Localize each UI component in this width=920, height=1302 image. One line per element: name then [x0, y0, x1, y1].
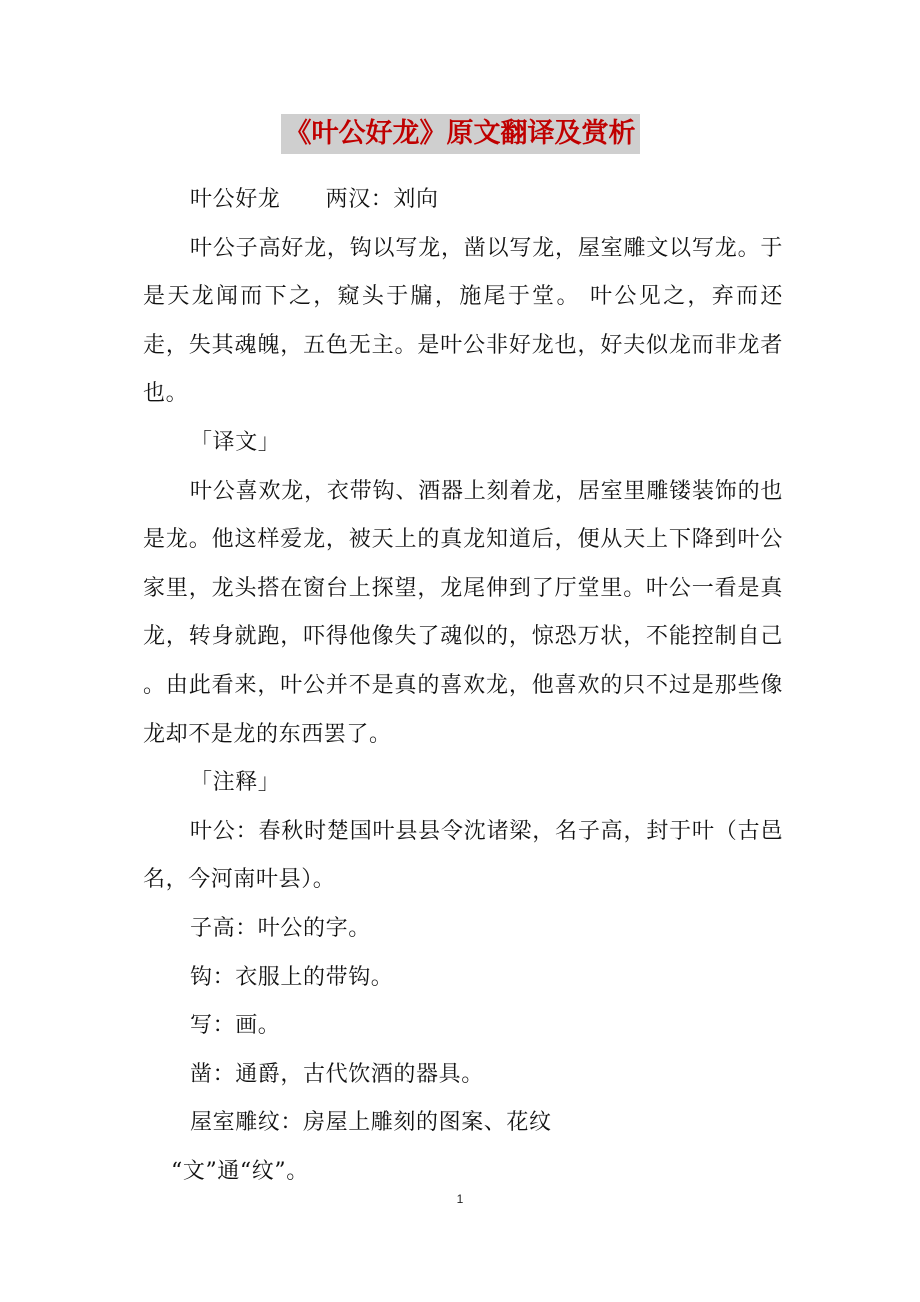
- paragraph-original-text: 叶公子高好龙，钩以写龙，凿以写龙，屋室雕文以写龙。于是天龙闻而下之，窥头于牖，施尾于堂。 叶公见之，弃而还走，失其魂魄，五色无主。是叶公非好龙也，好夫似龙而非龙者也。: [143, 235, 783, 407]
- note-zao: 凿：通爵，古代饮酒的器具。: [190, 1061, 484, 1087]
- note-gou: 钩：衣服上的带钩。: [190, 964, 394, 990]
- note-xie: 写：画。: [190, 1013, 281, 1039]
- paragraph-translation: 叶公喜欢龙，衣带钩、酒器上刻着龙，居室里雕镂装饰的也是龙。他这样爱龙，被天上的真龙知道后，便从天上下降到叶公家里，龙头搭在窗台上探望，龙尾伸到了厅堂里。叶公一看是真龙，转身就跑，吓得他像失了魂似的，惊恐万状，不能控制自己 。由此看来，叶公并不是真的喜欢龙，他喜欢的只不过是那些像龙却不是龙的东西罢了。: [143, 478, 783, 747]
- paragraph-source: 叶公好龙 两汉：刘向: [190, 187, 439, 212]
- page-number: 1: [456, 1192, 464, 1206]
- document-body: [143, 176, 783, 1196]
- note-wen-tong-wen: “文”通“纹”。: [171, 1158, 309, 1184]
- heading-translation: 「译文」: [190, 429, 281, 455]
- heading-notes: 「注释」: [190, 770, 281, 796]
- note-zi-gao: 子高：叶公的字。: [190, 915, 371, 941]
- note-ye-gong: 叶公：春秋时楚国叶县县令沈诸梁，名子高，封于叶（古邑名，今河南叶县）。: [143, 818, 783, 893]
- document-title: 《叶公好龙》原文翻译及赏析: [281, 114, 640, 154]
- title-container: [0, 114, 920, 154]
- note-wu-shi-diao-wen: 屋室雕纹：房屋上雕刻的图案、花纹: [190, 1110, 552, 1136]
